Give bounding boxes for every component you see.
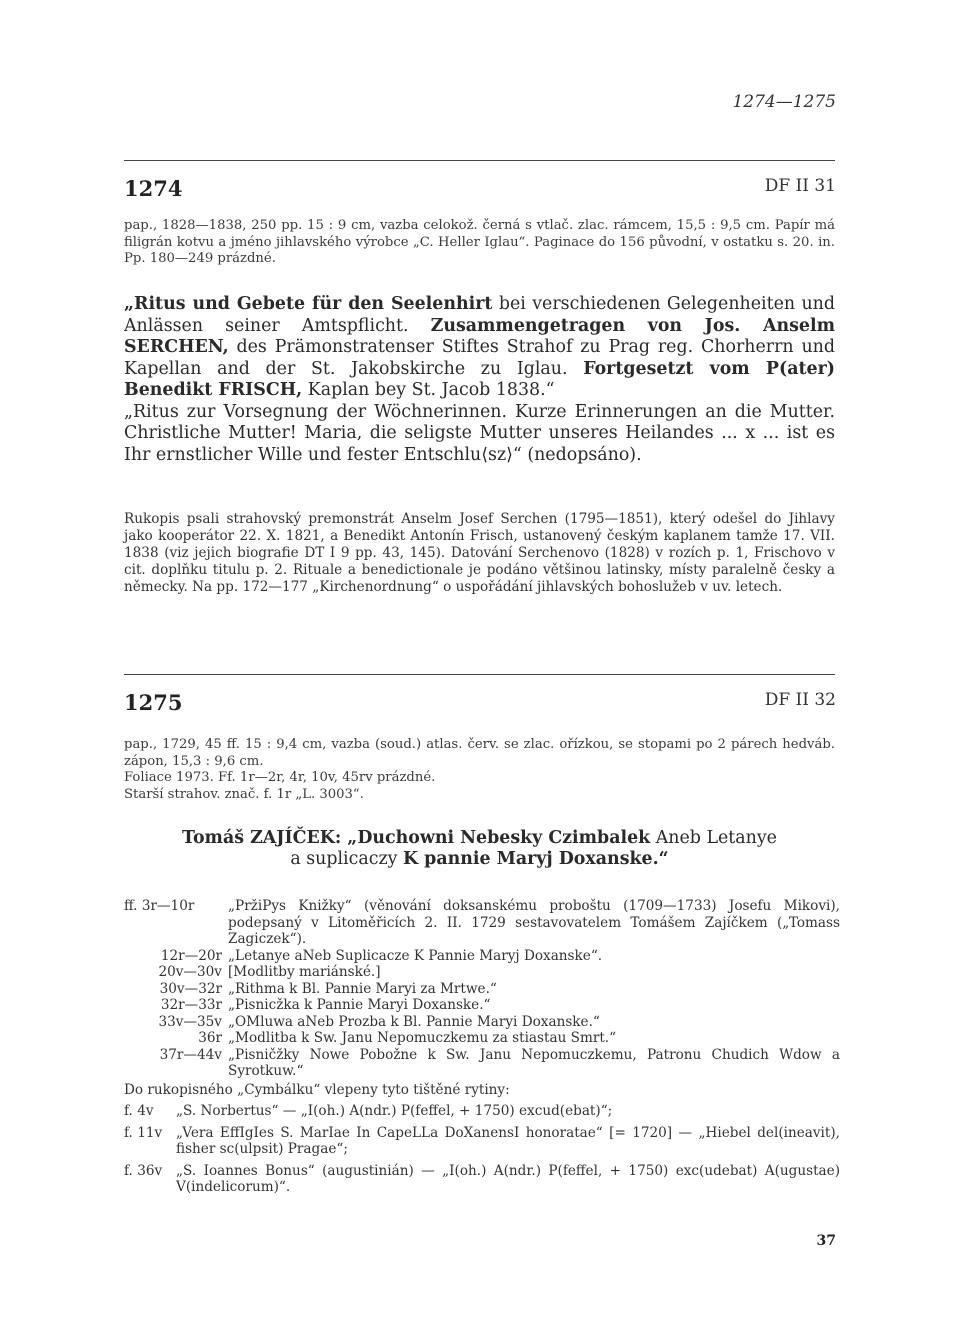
item-description: „PržiPys Knižky“ (věnování doksanskému proboštu (1709—1733) Josefu Mikovi), podepsaný v Litoměřicích 2. II. 1729 sestavovatelem Tomášem Zajíčkem („Tomass Zagiczek“). [228,898,840,947]
engraving-item [124,1163,840,1196]
manuscript-title [124,294,835,466]
entry-number: 1274 [124,176,183,201]
engravings-intro: Do rukopisného „Cymbálku“ vlepeny tyto tištěné rytiny: [124,1081,510,1098]
contents-item [124,964,840,981]
physical-line: pap., 1729, 45 ff. 15 : 9,4 cm, vazba (soud.) atlas. červ. se zlac. ořízkou, se stopami po 2 párech hedváb. zápon, 15,3 : 9,6 cm. [124,737,835,769]
title-text: a suplicaczy [290,849,403,869]
title-text: Aneb Letanye [650,828,777,848]
title-bold: K pannie Maryj Doxanske.“ [402,849,669,869]
title-line [124,849,835,870]
folio-ref: f. 36v [124,1162,163,1179]
title-text: bei verschiedenen Gelegenheiten und Anlässen seiner Amtspflicht. [124,294,836,336]
item-description: [Modlitby mariánské.] [228,964,381,980]
commentary: Rukopis psali strahovský premonstrát Anselm Josef Serchen (1795—1851), který odešel do Jihlavy jako kooperátor 22. X. 1821, a Benedikt Antonín Frisch, ustanovený českým kaplanem tamže 17. VII. 1838 (viz jejich biografie DT I 9 pp. 43, 145). Datování Serchenovo (1828) v rozích p. 1, Frischovo v cit. doplňku titulu p. 2. Rituale a benedictionale je podáno většinou latinsky, místy paralelně česky a německy. Na pp. 172—177 „Kirchenordnung“ o uspořádání jihlavských bohoslužeb v uv. letech. [124,511,835,595]
page-number: 37 [816,1233,836,1249]
item-description: „Letanye aNeb Suplicacze K Pannie Maryj Doxanske“. [228,947,603,964]
physical-description [124,737,835,803]
title-bold: „Ritus und Gebete für den Seelenhirt [124,294,493,314]
item-description: „OMluwa aNeb Prozba k Bl. Pannie Maryi Doxanske.“ [228,1013,600,1030]
engraving-description: „S. Norbertus“ — „I(oh.) A(ndr.) P(feffel, + 1750) excud(ebat)“; [176,1103,613,1119]
contents-item [124,1047,840,1080]
folio-range: 12r—20r [160,947,222,964]
contents-item [124,1014,840,1031]
contents-item [124,997,840,1014]
folio-range: 33v—35v [158,1013,222,1030]
title-text: Kaplan bey St. Jacob 1838.“ [302,380,555,400]
title-bold: Tomáš ZAJÍČEK: „Duchowni Nebesky Czimbalek [182,828,651,848]
item-description: „Rithma k Bl. Pannie Maryi za Mrtwe.“ [228,980,497,997]
item-description: „Modlitba k Sw. Janu Nepomuczkemu za stiastau Smrt.“ [228,1030,617,1046]
item-description: „Pisničžky Nowe Pobožne k Sw. Janu Nepomuczkemu, Patronu Chudich Wdow a Syrotkuw.“ [228,1046,840,1079]
running-head: 1274—1275 [732,92,836,112]
folio-range: 20v—30v [158,964,222,980]
item-description: „Pisnicžka k Pannie Maryi Doxanske.“ [228,997,491,1013]
engraving-item [124,1103,840,1120]
title-line [124,828,835,849]
engraving-item [124,1125,840,1158]
section-rule [124,674,835,675]
shelfmark: DF II 31 [764,176,836,196]
title-bold: Fortgesetzt vom P(ater) Benedikt FRISCH, [124,358,835,400]
contents-item [124,948,840,965]
folio-ref: f. 11v [124,1124,163,1141]
contents-item [124,1030,840,1047]
physical-line: Starší strahov. znač. f. 1r „L. 3003“. [124,786,364,802]
contents-item [124,981,840,998]
title-paragraph: „Ritus zur Vorsegnung der Wöchnerinnen. Kurze Erinnerungen an die Mutter. Christliche Mutter! Maria, die seligste Mutter unseres Heilandes ... x ... ist es Ihr ernstlicher Wille und fester Entschlu⟨sz⟩“ (nedopsáno). [124,401,835,465]
title-bold: Zusammengetragen von Jos. Anselm SERCHEN, [124,315,835,357]
folio-range: 32r—33r [160,997,222,1013]
physical-description: pap., 1828—1838, 250 pp. 15 : 9 cm, vazba celokož. černá s vtlač. zlac. rámcem, 15,5 : 9,5 cm. Papír má filigrán kotvu a jméno jihlavského výrobce „C. Heller Iglau“. Paginace do 156 původní, v ostatku s. 20. in. Pp. 180—249 prázdné. [124,218,835,266]
folio-range: ff. 3r—10r [124,898,195,914]
shelfmark: DF II 32 [764,690,836,710]
engraving-description: „S. Ioannes Bonus“ (augustinián) — „I(oh.) A(ndr.) P(feffel, + 1750) exc(udebat) A(ugustae) V(indelicorum)“. [176,1162,840,1195]
physical-line: Foliace 1973. Ff. 1r—2r, 4r, 10v, 45rv prázdné. [124,770,436,785]
folio-range: 30v—32r [159,980,222,997]
section-rule [124,160,835,161]
folio-range: 36r [198,1030,222,1046]
title-paragraph [124,294,835,402]
folio-range: 37r—44v [159,1046,222,1063]
contents-list [124,898,840,1196]
entry-number: 1275 [124,690,183,715]
contents-item [124,898,840,948]
folio-ref: f. 4v [124,1103,154,1119]
manuscript-title [124,828,835,870]
engraving-description: „Vera EffIgIes S. MarIae In CapeLLa DoXanensI honoratae“ [= 1720] — „Hiebel del(ineavit), fisher sc(ulpsit) Pragae“; [176,1124,840,1157]
title-text: des Prämonstratenser Stiftes Strahof zu Prag reg. Chorherrn und Kapellan and der St. Jakobskirche zu Iglau. [124,337,835,379]
